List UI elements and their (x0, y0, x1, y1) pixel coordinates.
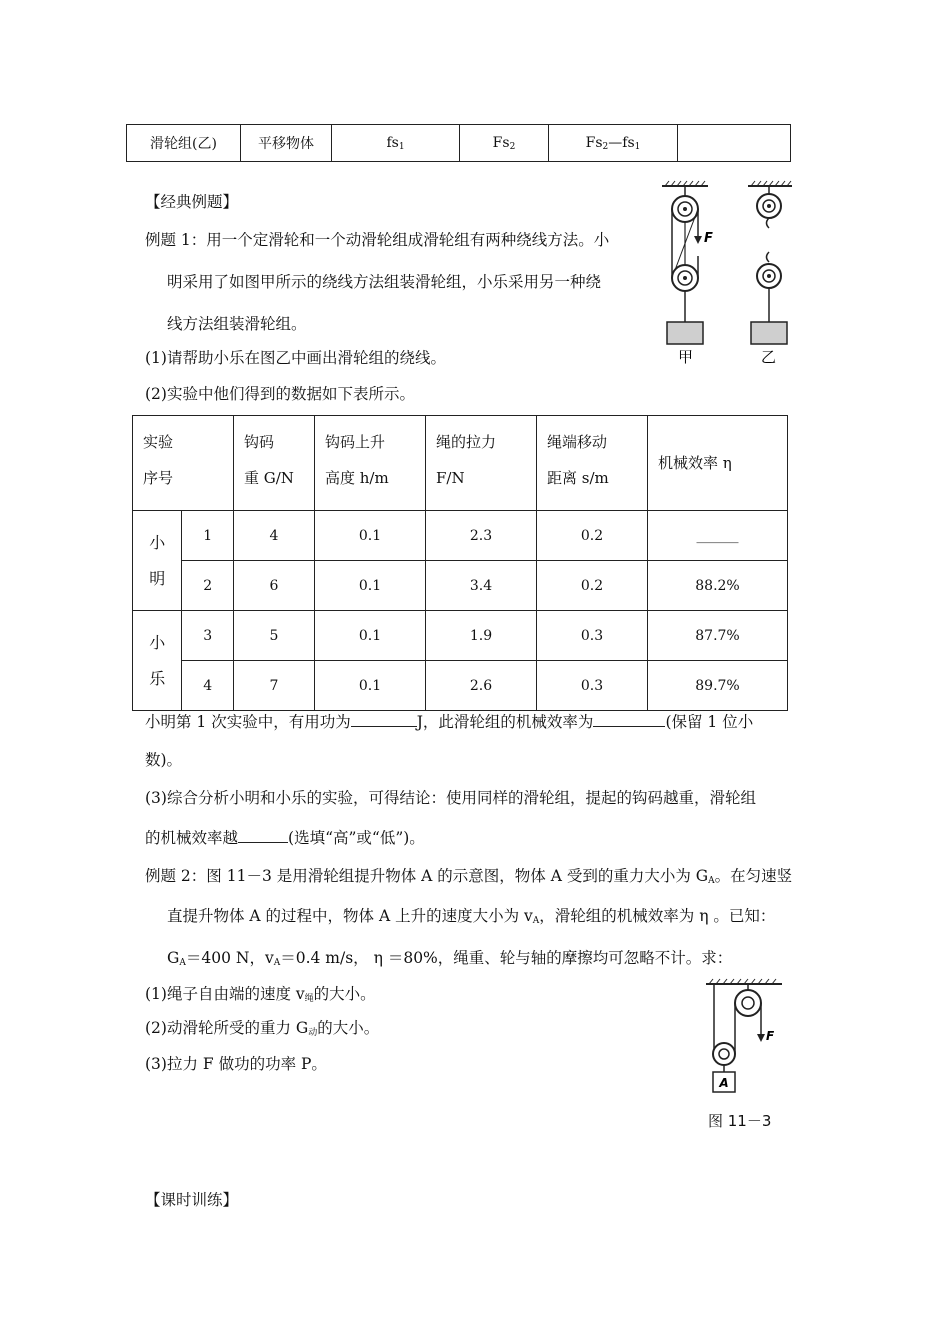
table-row (127, 125, 791, 162)
question-1: (1)绳子自由端的速度 $v_绳$的大小。 (145, 985, 376, 1004)
text-line: 直提升物体 A 的过程中，物体 A 上升的速度大小为 $v_A$，滑轮组的机械效率为 η 。已知： (167, 907, 776, 926)
force-label: F (704, 231, 713, 246)
header-cell: 绳端移动 距离 s/m (537, 416, 648, 511)
table-cell: 平移物体 (241, 125, 332, 162)
question-3: (3)拉力 F 做功的功率 P。 (145, 1055, 327, 1073)
data-table (132, 415, 788, 711)
group-cell: 小 乐 (133, 611, 182, 711)
text-line: 线方法组装滑轮组。 (167, 315, 307, 333)
table-cell: 5 (234, 611, 315, 661)
table-row (133, 611, 788, 661)
answer-blank[interactable] (593, 712, 665, 727)
table-cell: 87.7% (648, 611, 788, 661)
header-cell: 绳的拉力 F/N (426, 416, 537, 511)
table-cell: 0.3 (537, 611, 648, 661)
table-cell: $fs_1$ (332, 125, 460, 162)
text-line: 小明第 1 次实验中，有用功为 J，此滑轮组的机械效率为 (保留 1 位小 (145, 713, 754, 731)
table-cell: 88.2% (648, 561, 788, 611)
table-cell: $Fs_2$ (460, 125, 549, 162)
table-cell: 2.3 (426, 511, 537, 561)
label-yi: 乙 (761, 348, 777, 366)
table-cell: 1 (182, 511, 234, 561)
header-cell: 机械效率 η (648, 416, 788, 511)
table-cell: 0.3 (537, 661, 648, 711)
text-line: 例题 2：图 11－3 是用滑轮组提升物体 A 的示意图，物体 A 受到的重力大小为 $G_A$。在匀速竖 (145, 867, 793, 886)
table-cell: 0.1 (315, 611, 426, 661)
text-line: 数)。 (145, 751, 183, 769)
table-row (133, 561, 788, 611)
table-cell: 滑轮组(乙) (127, 125, 241, 162)
question-2: (2)动滑轮所受的重力 $G_动$的大小。 (145, 1019, 380, 1038)
label-jia: 甲 (678, 348, 694, 366)
table-header-row (133, 416, 788, 511)
table-cell: 0.2 (537, 561, 648, 611)
table-cell: 89.7% (648, 661, 788, 711)
table-cell (678, 125, 791, 162)
force-label: F (766, 1029, 775, 1043)
table-cell: 4 (182, 661, 234, 711)
text-line: (3)综合分析小明和小乐的实验，可得结论：使用同样的滑轮组，提起的钩码越重，滑轮组 (145, 789, 756, 807)
table-cell: 0.1 (315, 511, 426, 561)
figure-caption: 图 11－3 (708, 1112, 772, 1130)
table-cell: 4 (234, 511, 315, 561)
text-line: 的机械效率越 (选填“高”或“低”)。 (145, 829, 425, 847)
answer-blank[interactable] (351, 712, 417, 727)
box-label: A (719, 1076, 729, 1090)
text-line: $G_A=400$ N，$v_A=0.4$ m/s， η ＝80%，绳重、轮与轴的摩擦均可忽略不计。求： (167, 949, 733, 968)
table-cell: 2 (182, 561, 234, 611)
table-cell: 6 (234, 561, 315, 611)
table-cell: 3.4 (426, 561, 537, 611)
pulley-figure-11-3 (700, 976, 790, 1100)
table-cell: 7 (234, 661, 315, 711)
top-table (126, 124, 791, 162)
table-cell: 0.1 (315, 561, 426, 611)
table-cell: 0.1 (315, 661, 426, 711)
section-heading: 【经典例题】 (145, 193, 239, 211)
header-cell: 钩码 重 G/N (234, 416, 315, 511)
text-line: 例题 1：用一个定滑轮和一个动滑轮组成滑轮组有两种绕线方法。小 (145, 231, 610, 249)
table-cell: 2.6 (426, 661, 537, 711)
table-row (133, 661, 788, 711)
table-cell: 3 (182, 611, 234, 661)
pulley-figure-jia-yi (650, 176, 800, 368)
group-cell: 小 明 (133, 511, 182, 611)
question-1: (1)请帮助小乐在图乙中画出滑轮组的绕线。 (145, 349, 446, 367)
header-cell: 实验 序号 (133, 416, 234, 511)
section-heading: 【课时训练】 (145, 1191, 239, 1209)
table-cell: 1.9 (426, 611, 537, 661)
table-row (133, 511, 788, 561)
question-2: (2)实验中他们得到的数据如下表所示。 (145, 385, 415, 403)
header-cell: 钩码上升 高度 h/m (315, 416, 426, 511)
table-cell: ______ (648, 511, 788, 561)
text-line: 明采用了如图甲所示的绕线方法组装滑轮组，小乐采用另一种绕 (167, 273, 602, 291)
table-cell: $Fs_2—fs_1$ (549, 125, 678, 162)
answer-blank[interactable] (238, 828, 288, 843)
table-cell: 0.2 (537, 511, 648, 561)
